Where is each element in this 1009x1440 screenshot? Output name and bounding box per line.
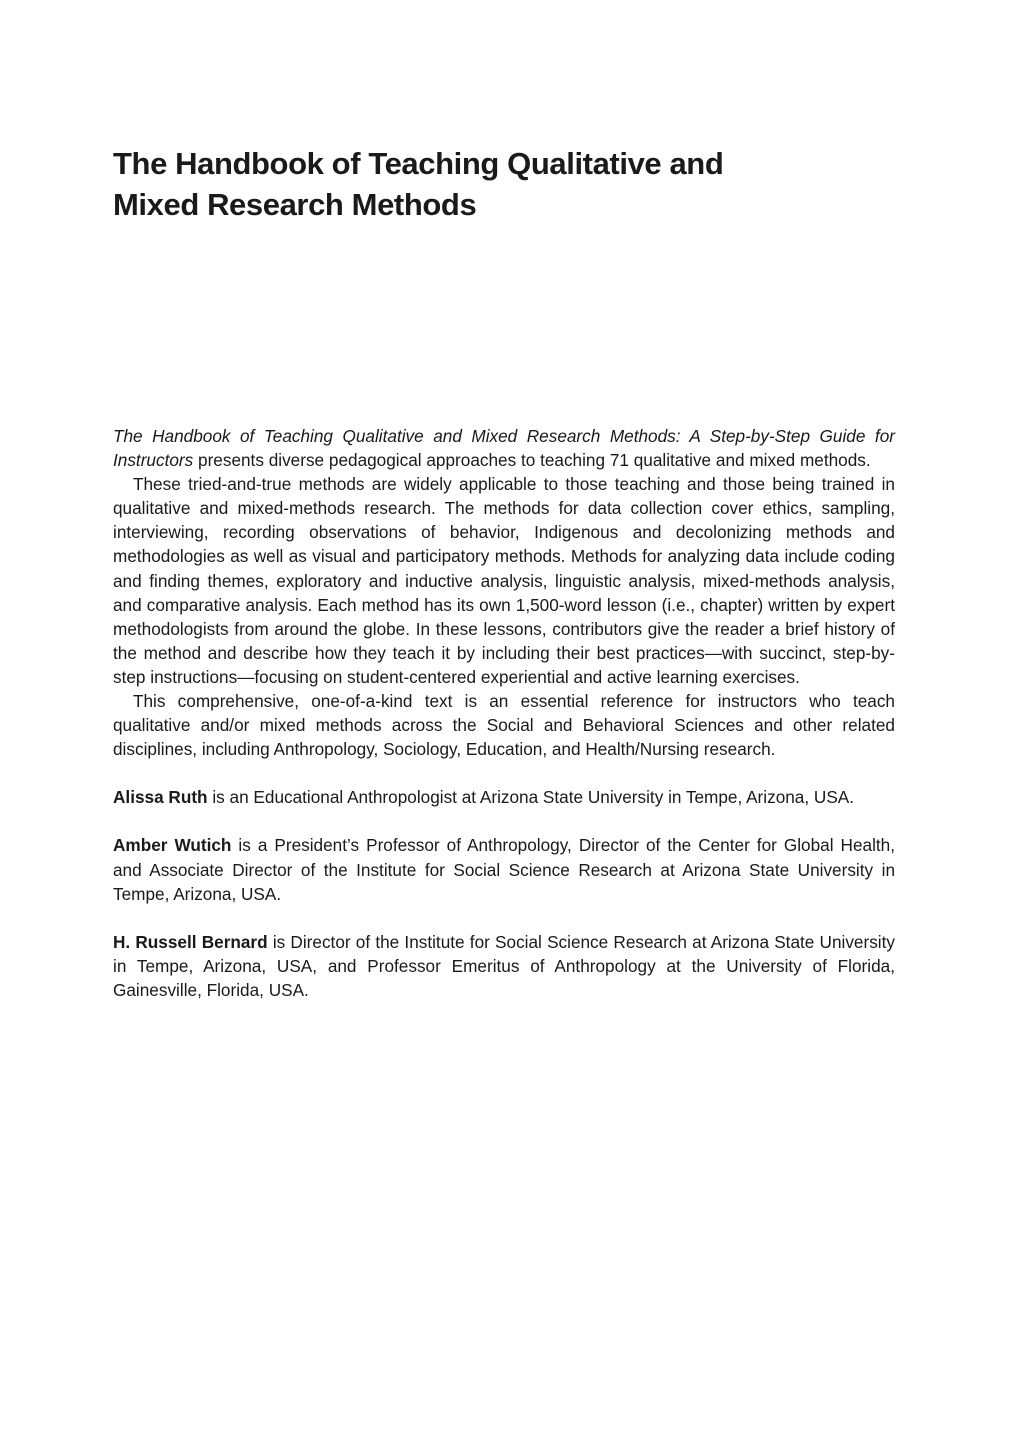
author-bio-text: is Director of the Institute for Social Science Research at Arizona State University in Tempe, Arizona, USA, and Professor Emeritus of Anthropology at the University of Florida, Gainesville, Florida, USA. [113, 931, 895, 1000]
description-paragraph-1 [113, 424, 895, 472]
author-name: Alissa Ruth [113, 787, 208, 808]
description-paragraph-1-text: presents diverse pedagogical approaches to teaching 71 qualitative and mixed methods. [193, 450, 871, 471]
author-bio-text: is an Educational Anthropologist at Arizona State University in Tempe, Arizona, USA. [207, 787, 855, 808]
description-paragraph-2: These tried-and-true methods are widely applicable to those teaching and those being trained in qualitative and mixed-methods research. The methods for data collection cover ethics, sampling, interviewing, recording observations of behavior, Indigenous and decolonizing methods and methodologies as well as visual and participatory methods. Methods for analyzing data include coding and finding themes, exploratory and inductive analysis, linguistic analysis, mixed-methods analysis, and comparative analysis. Each method has its own 1,500-word lesson (i.e., chapter) written by expert methodologists from around the globe. In these lessons, contributors give the reader a brief history of the method and describe how they teach it by including their best practices—with succinct, step-by-step instructions—focusing on student-centered experiential and active learning exercises. [113, 474, 895, 687]
description-book-title-italic: The Handbook of Teaching Qualitative and Mixed Research Methods: A Step-by-Step Guide for Instructors [113, 426, 895, 471]
author-name: H. Russell Bernard [113, 931, 268, 952]
book-title-line-2: Mixed Research Methods [113, 187, 477, 222]
author-bio [113, 833, 895, 905]
author-bio [113, 930, 895, 1002]
book-title [113, 143, 903, 225]
description-paragraph-3: This comprehensive, one-of-a-kind text is an essential reference for instructors who teach qualitative and/or mixed methods across the Social and Behavioral Sciences and other related disciplines, including Anthropology, Sociology, Education, and Health/Nursing research. [113, 691, 895, 760]
author-bio-text: is a President’s Professor of Anthropology, Director of the Center for Global Health, and Associate Director of the Institute for Social Science Research at Arizona State University in Tempe, Arizona, USA. [113, 835, 895, 904]
author-name: Amber Wutich [113, 835, 232, 856]
book-description [113, 424, 895, 1002]
book-title-line-1: The Handbook of Teaching Qualitative and [113, 146, 724, 181]
author-bio [113, 785, 895, 809]
